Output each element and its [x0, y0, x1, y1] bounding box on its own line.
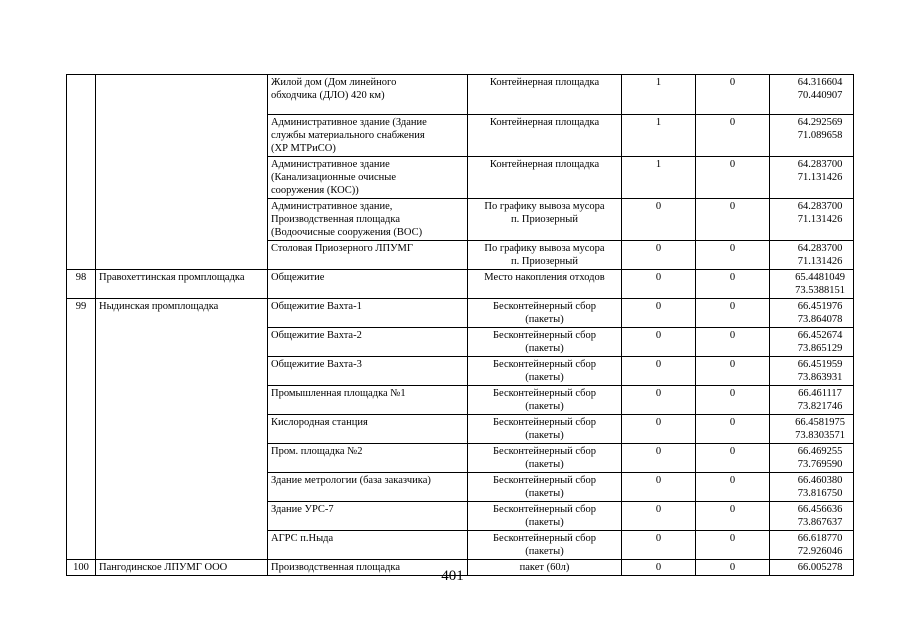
count-a-cell: 1	[622, 157, 696, 199]
count-b-cell: 0	[696, 157, 770, 199]
coordinates-cell: 64.283700 71.131426	[770, 241, 854, 270]
coordinates-cell: 64.292569 71.089658	[770, 115, 854, 157]
count-b-cell: 0	[696, 502, 770, 531]
object-name-cell: Промышленная площадка №1	[268, 386, 468, 415]
count-b-cell: 0	[696, 386, 770, 415]
coordinates-cell: 66.451959 73.863931	[770, 357, 854, 386]
collection-type-cell: Бесконтейнерный сбор (пакеты)	[468, 531, 622, 560]
coordinates-cell: 66.005278	[770, 560, 854, 576]
object-name-cell: Общежитие Вахта-2	[268, 328, 468, 357]
collection-type-cell: Контейнерная площадка	[468, 157, 622, 199]
table-row	[67, 75, 854, 115]
count-a-cell: 0	[622, 199, 696, 241]
coordinates-cell: 66.618770 72.926046	[770, 531, 854, 560]
object-name-cell: Кислородная станция	[268, 415, 468, 444]
count-a-cell: 0	[622, 270, 696, 299]
count-a-cell: 0	[622, 531, 696, 560]
table-row	[67, 299, 854, 328]
row-number-cell: 98	[67, 270, 96, 299]
object-name-cell: Производственная площадка	[268, 560, 468, 576]
site-name-cell: Ныдинская промплощадка	[96, 299, 268, 560]
collection-type-cell: Бесконтейнерный сбор (пакеты)	[468, 415, 622, 444]
object-name-cell: Общежитие Вахта-3	[268, 357, 468, 386]
table-row	[67, 270, 854, 299]
collection-type-cell: По графику вывоза мусора п. Приозерный	[468, 241, 622, 270]
object-name-cell: Общежитие	[268, 270, 468, 299]
collection-type-cell: Место накопления отходов	[468, 270, 622, 299]
row-number-cell: 100	[67, 560, 96, 576]
site-name-cell: Пангодинское ЛПУМГ ООО	[96, 560, 268, 576]
object-name-cell: Административное здание, Производственная площадка (Водоочисные сооружения (ВОС)	[268, 199, 468, 241]
coordinates-cell: 66.4581975 73.8303571	[770, 415, 854, 444]
collection-type-cell: По графику вывоза мусора п. Приозерный	[468, 199, 622, 241]
count-b-cell: 0	[696, 270, 770, 299]
site-name-cell: Правохеттинская промплощадка	[96, 270, 268, 299]
object-name-cell: Здание УРС-7	[268, 502, 468, 531]
count-a-cell: 0	[622, 241, 696, 270]
collection-type-cell: Контейнерная площадка	[468, 75, 622, 115]
object-name-cell: АГРС п.Ныда	[268, 531, 468, 560]
count-a-cell: 0	[622, 299, 696, 328]
count-b-cell: 0	[696, 75, 770, 115]
table-body	[67, 75, 854, 576]
count-a-cell: 1	[622, 115, 696, 157]
count-b-cell: 0	[696, 531, 770, 560]
row-number-cell: 99	[67, 299, 96, 560]
collection-type-cell: пакет (60л)	[468, 560, 622, 576]
collection-type-cell: Бесконтейнерный сбор (пакеты)	[468, 357, 622, 386]
coordinates-cell: 65.4481049 73.5388151	[770, 270, 854, 299]
collection-type-cell: Контейнерная площадка	[468, 115, 622, 157]
object-name-cell: Административное здание (Здание службы материального снабжения (ХР МТРиСО)	[268, 115, 468, 157]
count-b-cell: 0	[696, 357, 770, 386]
site-name-cell	[96, 75, 268, 270]
object-name-cell: Жилой дом (Дом линейного обходчика (ДЛО) 420 км)	[268, 75, 468, 115]
coordinates-cell: 64.283700 71.131426	[770, 157, 854, 199]
count-a-cell: 0	[622, 502, 696, 531]
waste-sites-table	[66, 74, 854, 576]
count-b-cell: 0	[696, 199, 770, 241]
row-number-cell	[67, 75, 96, 270]
object-name-cell: Пром. площадка №2	[268, 444, 468, 473]
collection-type-cell: Бесконтейнерный сбор (пакеты)	[468, 444, 622, 473]
count-b-cell: 0	[696, 444, 770, 473]
count-a-cell: 1	[622, 75, 696, 115]
coordinates-cell: 66.461117 73.821746	[770, 386, 854, 415]
count-a-cell: 0	[622, 415, 696, 444]
coordinates-cell: 66.456636 73.867637	[770, 502, 854, 531]
count-a-cell: 0	[622, 444, 696, 473]
count-b-cell: 0	[696, 299, 770, 328]
object-name-cell: Здание метрологии (база заказчика)	[268, 473, 468, 502]
coordinates-cell: 66.460380 73.816750	[770, 473, 854, 502]
collection-type-cell: Бесконтейнерный сбор (пакеты)	[468, 328, 622, 357]
collection-type-cell: Бесконтейнерный сбор (пакеты)	[468, 386, 622, 415]
count-b-cell: 0	[696, 415, 770, 444]
count-a-cell: 0	[622, 386, 696, 415]
object-name-cell: Административное здание (Канализационные очисные сооружения (КОС))	[268, 157, 468, 199]
collection-type-cell: Бесконтейнерный сбор (пакеты)	[468, 502, 622, 531]
count-b-cell: 0	[696, 115, 770, 157]
page-number: 401	[441, 568, 464, 584]
coordinates-cell: 64.316604 70.440907	[770, 75, 854, 115]
collection-type-cell: Бесконтейнерный сбор (пакеты)	[468, 299, 622, 328]
coordinates-cell: 66.451976 73.864078	[770, 299, 854, 328]
count-b-cell: 0	[696, 560, 770, 576]
count-b-cell: 0	[696, 328, 770, 357]
count-a-cell: 0	[622, 328, 696, 357]
count-a-cell: 0	[622, 357, 696, 386]
object-name-cell: Столовая Приозерного ЛПУМГ	[268, 241, 468, 270]
count-a-cell: 0	[622, 473, 696, 502]
count-b-cell: 0	[696, 241, 770, 270]
collection-type-cell: Бесконтейнерный сбор (пакеты)	[468, 473, 622, 502]
count-a-cell: 0	[622, 560, 696, 576]
coordinates-cell: 66.469255 73.769590	[770, 444, 854, 473]
count-b-cell: 0	[696, 473, 770, 502]
coordinates-cell: 66.452674 73.865129	[770, 328, 854, 357]
object-name-cell: Общежитие Вахта-1	[268, 299, 468, 328]
coordinates-cell: 64.283700 71.131426	[770, 199, 854, 241]
